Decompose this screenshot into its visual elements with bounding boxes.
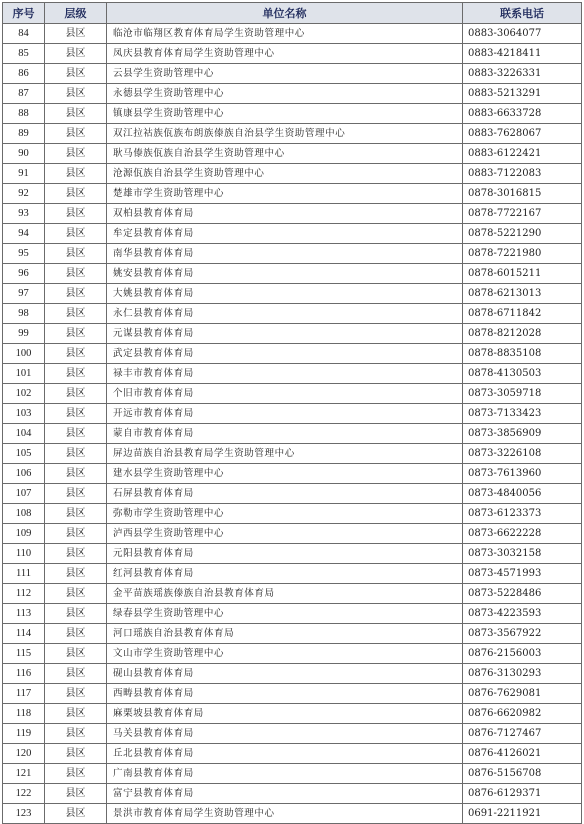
cell-unit-name: 楚雄市学生资助管理中心 xyxy=(107,184,463,204)
cell-unit-name: 元阳县教育体育局 xyxy=(107,544,463,564)
cell-unit-name: 武定县教育体育局 xyxy=(107,344,463,364)
cell-level: 县区 xyxy=(45,484,107,504)
cell-phone: 0876-6129371 xyxy=(463,784,582,804)
cell-level: 县区 xyxy=(45,44,107,64)
cell-unit-name: 河口瑶族自治县教育体育局 xyxy=(107,624,463,644)
table-row xyxy=(3,504,582,524)
cell-phone: 0873-4840056 xyxy=(463,484,582,504)
cell-unit-name: 镇康县学生资助管理中心 xyxy=(107,104,463,124)
cell-unit-name: 临沧市临翔区教育体育局学生资助管理中心 xyxy=(107,24,463,44)
cell-phone: 0873-4223593 xyxy=(463,604,582,624)
cell-seq: 114 xyxy=(3,624,45,644)
cell-phone: 0873-6123373 xyxy=(463,504,582,524)
cell-seq: 110 xyxy=(3,544,45,564)
cell-unit-name: 砚山县教育体育局 xyxy=(107,664,463,684)
cell-level: 县区 xyxy=(45,784,107,804)
cell-unit-name: 双柏县教育体育局 xyxy=(107,204,463,224)
cell-phone: 0883-4218411 xyxy=(463,44,582,64)
cell-seq: 91 xyxy=(3,164,45,184)
cell-phone: 0883-7122083 xyxy=(463,164,582,184)
cell-seq: 107 xyxy=(3,484,45,504)
cell-phone: 0873-3226108 xyxy=(463,444,582,464)
cell-seq: 86 xyxy=(3,64,45,84)
cell-level: 县区 xyxy=(45,524,107,544)
cell-phone: 0873-6622228 xyxy=(463,524,582,544)
cell-seq: 118 xyxy=(3,704,45,724)
cell-level: 县区 xyxy=(45,444,107,464)
cell-phone: 0878-5221290 xyxy=(463,224,582,244)
cell-level: 县区 xyxy=(45,64,107,84)
cell-seq: 84 xyxy=(3,24,45,44)
cell-unit-name: 绿春县学生资助管理中心 xyxy=(107,604,463,624)
table-row xyxy=(3,124,582,144)
cell-level: 县区 xyxy=(45,104,107,124)
cell-level: 县区 xyxy=(45,84,107,104)
cell-unit-name: 西畴县教育体育局 xyxy=(107,684,463,704)
cell-phone: 0878-4130503 xyxy=(463,364,582,384)
cell-level: 县区 xyxy=(45,264,107,284)
cell-seq: 89 xyxy=(3,124,45,144)
cell-seq: 106 xyxy=(3,464,45,484)
table-row xyxy=(3,164,582,184)
cell-unit-name: 姚安县教育体育局 xyxy=(107,264,463,284)
contact-table xyxy=(2,2,582,824)
table-row xyxy=(3,684,582,704)
cell-phone: 0883-3064077 xyxy=(463,24,582,44)
cell-level: 县区 xyxy=(45,684,107,704)
cell-level: 县区 xyxy=(45,744,107,764)
cell-level: 县区 xyxy=(45,664,107,684)
cell-seq: 102 xyxy=(3,384,45,404)
cell-phone: 0878-3016815 xyxy=(463,184,582,204)
cell-unit-name: 泸西县学生资助管理中心 xyxy=(107,524,463,544)
table-header xyxy=(3,3,582,24)
cell-unit-name: 沧源佤族自治县学生资助管理中心 xyxy=(107,164,463,184)
cell-unit-name: 建水县学生资助管理中心 xyxy=(107,464,463,484)
cell-level: 县区 xyxy=(45,24,107,44)
cell-seq: 87 xyxy=(3,84,45,104)
cell-seq: 92 xyxy=(3,184,45,204)
cell-seq: 113 xyxy=(3,604,45,624)
document-page xyxy=(2,2,581,824)
table-row xyxy=(3,224,582,244)
table-row xyxy=(3,404,582,424)
table-row xyxy=(3,464,582,484)
cell-seq: 120 xyxy=(3,744,45,764)
cell-level: 县区 xyxy=(45,224,107,244)
cell-seq: 97 xyxy=(3,284,45,304)
cell-level: 县区 xyxy=(45,804,107,824)
table-row xyxy=(3,44,582,64)
cell-level: 县区 xyxy=(45,304,107,324)
cell-phone: 0873-4571993 xyxy=(463,564,582,584)
cell-phone: 0878-6711842 xyxy=(463,304,582,324)
cell-phone: 0883-3226331 xyxy=(463,64,582,84)
cell-level: 县区 xyxy=(45,184,107,204)
header-row xyxy=(3,3,582,24)
table-row xyxy=(3,364,582,384)
cell-level: 县区 xyxy=(45,344,107,364)
cell-unit-name: 开远市教育体育局 xyxy=(107,404,463,424)
cell-unit-name: 景洪市教育体育局学生资助管理中心 xyxy=(107,804,463,824)
cell-phone: 0873-3856909 xyxy=(463,424,582,444)
table-row xyxy=(3,304,582,324)
cell-phone: 0873-3567922 xyxy=(463,624,582,644)
cell-phone: 0873-3059718 xyxy=(463,384,582,404)
cell-seq: 104 xyxy=(3,424,45,444)
cell-unit-name: 永德县学生资助管理中心 xyxy=(107,84,463,104)
cell-level: 县区 xyxy=(45,464,107,484)
cell-seq: 90 xyxy=(3,144,45,164)
cell-phone: 0883-7628067 xyxy=(463,124,582,144)
cell-seq: 119 xyxy=(3,724,45,744)
cell-seq: 85 xyxy=(3,44,45,64)
cell-phone: 0876-6620982 xyxy=(463,704,582,724)
table-row xyxy=(3,644,582,664)
cell-level: 县区 xyxy=(45,284,107,304)
cell-seq: 112 xyxy=(3,584,45,604)
cell-phone: 0883-6633728 xyxy=(463,104,582,124)
cell-phone: 0876-7629081 xyxy=(463,684,582,704)
cell-phone: 0878-7722167 xyxy=(463,204,582,224)
table-row xyxy=(3,344,582,364)
cell-seq: 99 xyxy=(3,324,45,344)
cell-unit-name: 红河县教育体育局 xyxy=(107,564,463,584)
table-row xyxy=(3,624,582,644)
table-row xyxy=(3,604,582,624)
table-row xyxy=(3,444,582,464)
cell-seq: 116 xyxy=(3,664,45,684)
cell-level: 县区 xyxy=(45,144,107,164)
cell-seq: 103 xyxy=(3,404,45,424)
table-row xyxy=(3,524,582,544)
cell-phone: 0691-2211921 xyxy=(463,804,582,824)
cell-unit-name: 石屏县教育体育局 xyxy=(107,484,463,504)
cell-unit-name: 丘北县教育体育局 xyxy=(107,744,463,764)
cell-phone: 0876-2156003 xyxy=(463,644,582,664)
table-body xyxy=(3,24,582,824)
table-row xyxy=(3,564,582,584)
cell-phone: 0883-5213291 xyxy=(463,84,582,104)
header-seq: 序号 xyxy=(3,3,45,24)
cell-level: 县区 xyxy=(45,204,107,224)
table-row xyxy=(3,724,582,744)
cell-seq: 96 xyxy=(3,264,45,284)
table-row xyxy=(3,264,582,284)
table-row xyxy=(3,184,582,204)
cell-seq: 117 xyxy=(3,684,45,704)
table-row xyxy=(3,24,582,44)
cell-unit-name: 大姚县教育体育局 xyxy=(107,284,463,304)
cell-level: 县区 xyxy=(45,564,107,584)
cell-seq: 88 xyxy=(3,104,45,124)
cell-phone: 0876-4126021 xyxy=(463,744,582,764)
cell-phone: 0873-3032158 xyxy=(463,544,582,564)
cell-phone: 0883-6122421 xyxy=(463,144,582,164)
cell-unit-name: 弥勒市学生资助管理中心 xyxy=(107,504,463,524)
cell-seq: 94 xyxy=(3,224,45,244)
table-row xyxy=(3,324,582,344)
cell-level: 县区 xyxy=(45,324,107,344)
cell-seq: 93 xyxy=(3,204,45,224)
cell-level: 县区 xyxy=(45,704,107,724)
cell-unit-name: 文山市学生资助管理中心 xyxy=(107,644,463,664)
cell-level: 县区 xyxy=(45,584,107,604)
cell-unit-name: 凤庆县教育体育局学生资助管理中心 xyxy=(107,44,463,64)
cell-seq: 123 xyxy=(3,804,45,824)
table-row xyxy=(3,804,582,824)
cell-seq: 122 xyxy=(3,784,45,804)
table-row xyxy=(3,664,582,684)
table-row xyxy=(3,144,582,164)
table-row xyxy=(3,764,582,784)
cell-phone: 0873-5228486 xyxy=(463,584,582,604)
cell-phone: 0873-7613960 xyxy=(463,464,582,484)
cell-level: 县区 xyxy=(45,504,107,524)
cell-phone: 0878-8212028 xyxy=(463,324,582,344)
cell-unit-name: 耿马傣族佤族自治县学生资助管理中心 xyxy=(107,144,463,164)
cell-level: 县区 xyxy=(45,644,107,664)
table-row xyxy=(3,84,582,104)
cell-phone: 0878-6015211 xyxy=(463,264,582,284)
table-row xyxy=(3,424,582,444)
table-row xyxy=(3,104,582,124)
cell-unit-name: 富宁县教育体育局 xyxy=(107,784,463,804)
table-row xyxy=(3,704,582,724)
cell-seq: 101 xyxy=(3,364,45,384)
cell-unit-name: 蒙自市教育体育局 xyxy=(107,424,463,444)
header-level: 层级 xyxy=(45,3,107,24)
cell-unit-name: 马关县教育体育局 xyxy=(107,724,463,744)
cell-seq: 105 xyxy=(3,444,45,464)
table-row xyxy=(3,744,582,764)
cell-phone: 0876-3130293 xyxy=(463,664,582,684)
cell-unit-name: 牟定县教育体育局 xyxy=(107,224,463,244)
cell-phone: 0876-5156708 xyxy=(463,764,582,784)
cell-unit-name: 金平苗族瑶族傣族自治县教育体育局 xyxy=(107,584,463,604)
cell-seq: 100 xyxy=(3,344,45,364)
cell-seq: 121 xyxy=(3,764,45,784)
cell-level: 县区 xyxy=(45,244,107,264)
cell-level: 县区 xyxy=(45,724,107,744)
header-unit-name: 单位名称 xyxy=(107,3,463,24)
cell-level: 县区 xyxy=(45,764,107,784)
cell-level: 县区 xyxy=(45,364,107,384)
table-row xyxy=(3,244,582,264)
cell-seq: 98 xyxy=(3,304,45,324)
cell-unit-name: 广南县教育体育局 xyxy=(107,764,463,784)
cell-level: 县区 xyxy=(45,424,107,444)
cell-seq: 108 xyxy=(3,504,45,524)
header-phone: 联系电话 xyxy=(463,3,582,24)
cell-phone: 0876-7127467 xyxy=(463,724,582,744)
cell-unit-name: 麻栗坡县教育体育局 xyxy=(107,704,463,724)
cell-seq: 111 xyxy=(3,564,45,584)
cell-unit-name: 个旧市教育体育局 xyxy=(107,384,463,404)
table-row xyxy=(3,484,582,504)
cell-unit-name: 屏边苗族自治县教育局学生资助管理中心 xyxy=(107,444,463,464)
cell-seq: 95 xyxy=(3,244,45,264)
cell-level: 县区 xyxy=(45,164,107,184)
cell-phone: 0878-8835108 xyxy=(463,344,582,364)
cell-unit-name: 双江拉祜族佤族布朗族傣族自治县学生资助管理中心 xyxy=(107,124,463,144)
table-row xyxy=(3,584,582,604)
cell-phone: 0878-7221980 xyxy=(463,244,582,264)
cell-unit-name: 云县学生资助管理中心 xyxy=(107,64,463,84)
table-row xyxy=(3,384,582,404)
cell-seq: 109 xyxy=(3,524,45,544)
table-row xyxy=(3,544,582,564)
table-row xyxy=(3,64,582,84)
cell-level: 县区 xyxy=(45,124,107,144)
cell-level: 县区 xyxy=(45,384,107,404)
table-row xyxy=(3,284,582,304)
cell-seq: 115 xyxy=(3,644,45,664)
cell-unit-name: 元谋县教育体育局 xyxy=(107,324,463,344)
table-row xyxy=(3,784,582,804)
cell-unit-name: 永仁县教育体育局 xyxy=(107,304,463,324)
table-row xyxy=(3,204,582,224)
cell-level: 县区 xyxy=(45,604,107,624)
cell-level: 县区 xyxy=(45,544,107,564)
cell-phone: 0878-6213013 xyxy=(463,284,582,304)
cell-unit-name: 南华县教育体育局 xyxy=(107,244,463,264)
cell-level: 县区 xyxy=(45,624,107,644)
cell-phone: 0873-7133423 xyxy=(463,404,582,424)
cell-level: 县区 xyxy=(45,404,107,424)
cell-unit-name: 禄丰市教育体育局 xyxy=(107,364,463,384)
